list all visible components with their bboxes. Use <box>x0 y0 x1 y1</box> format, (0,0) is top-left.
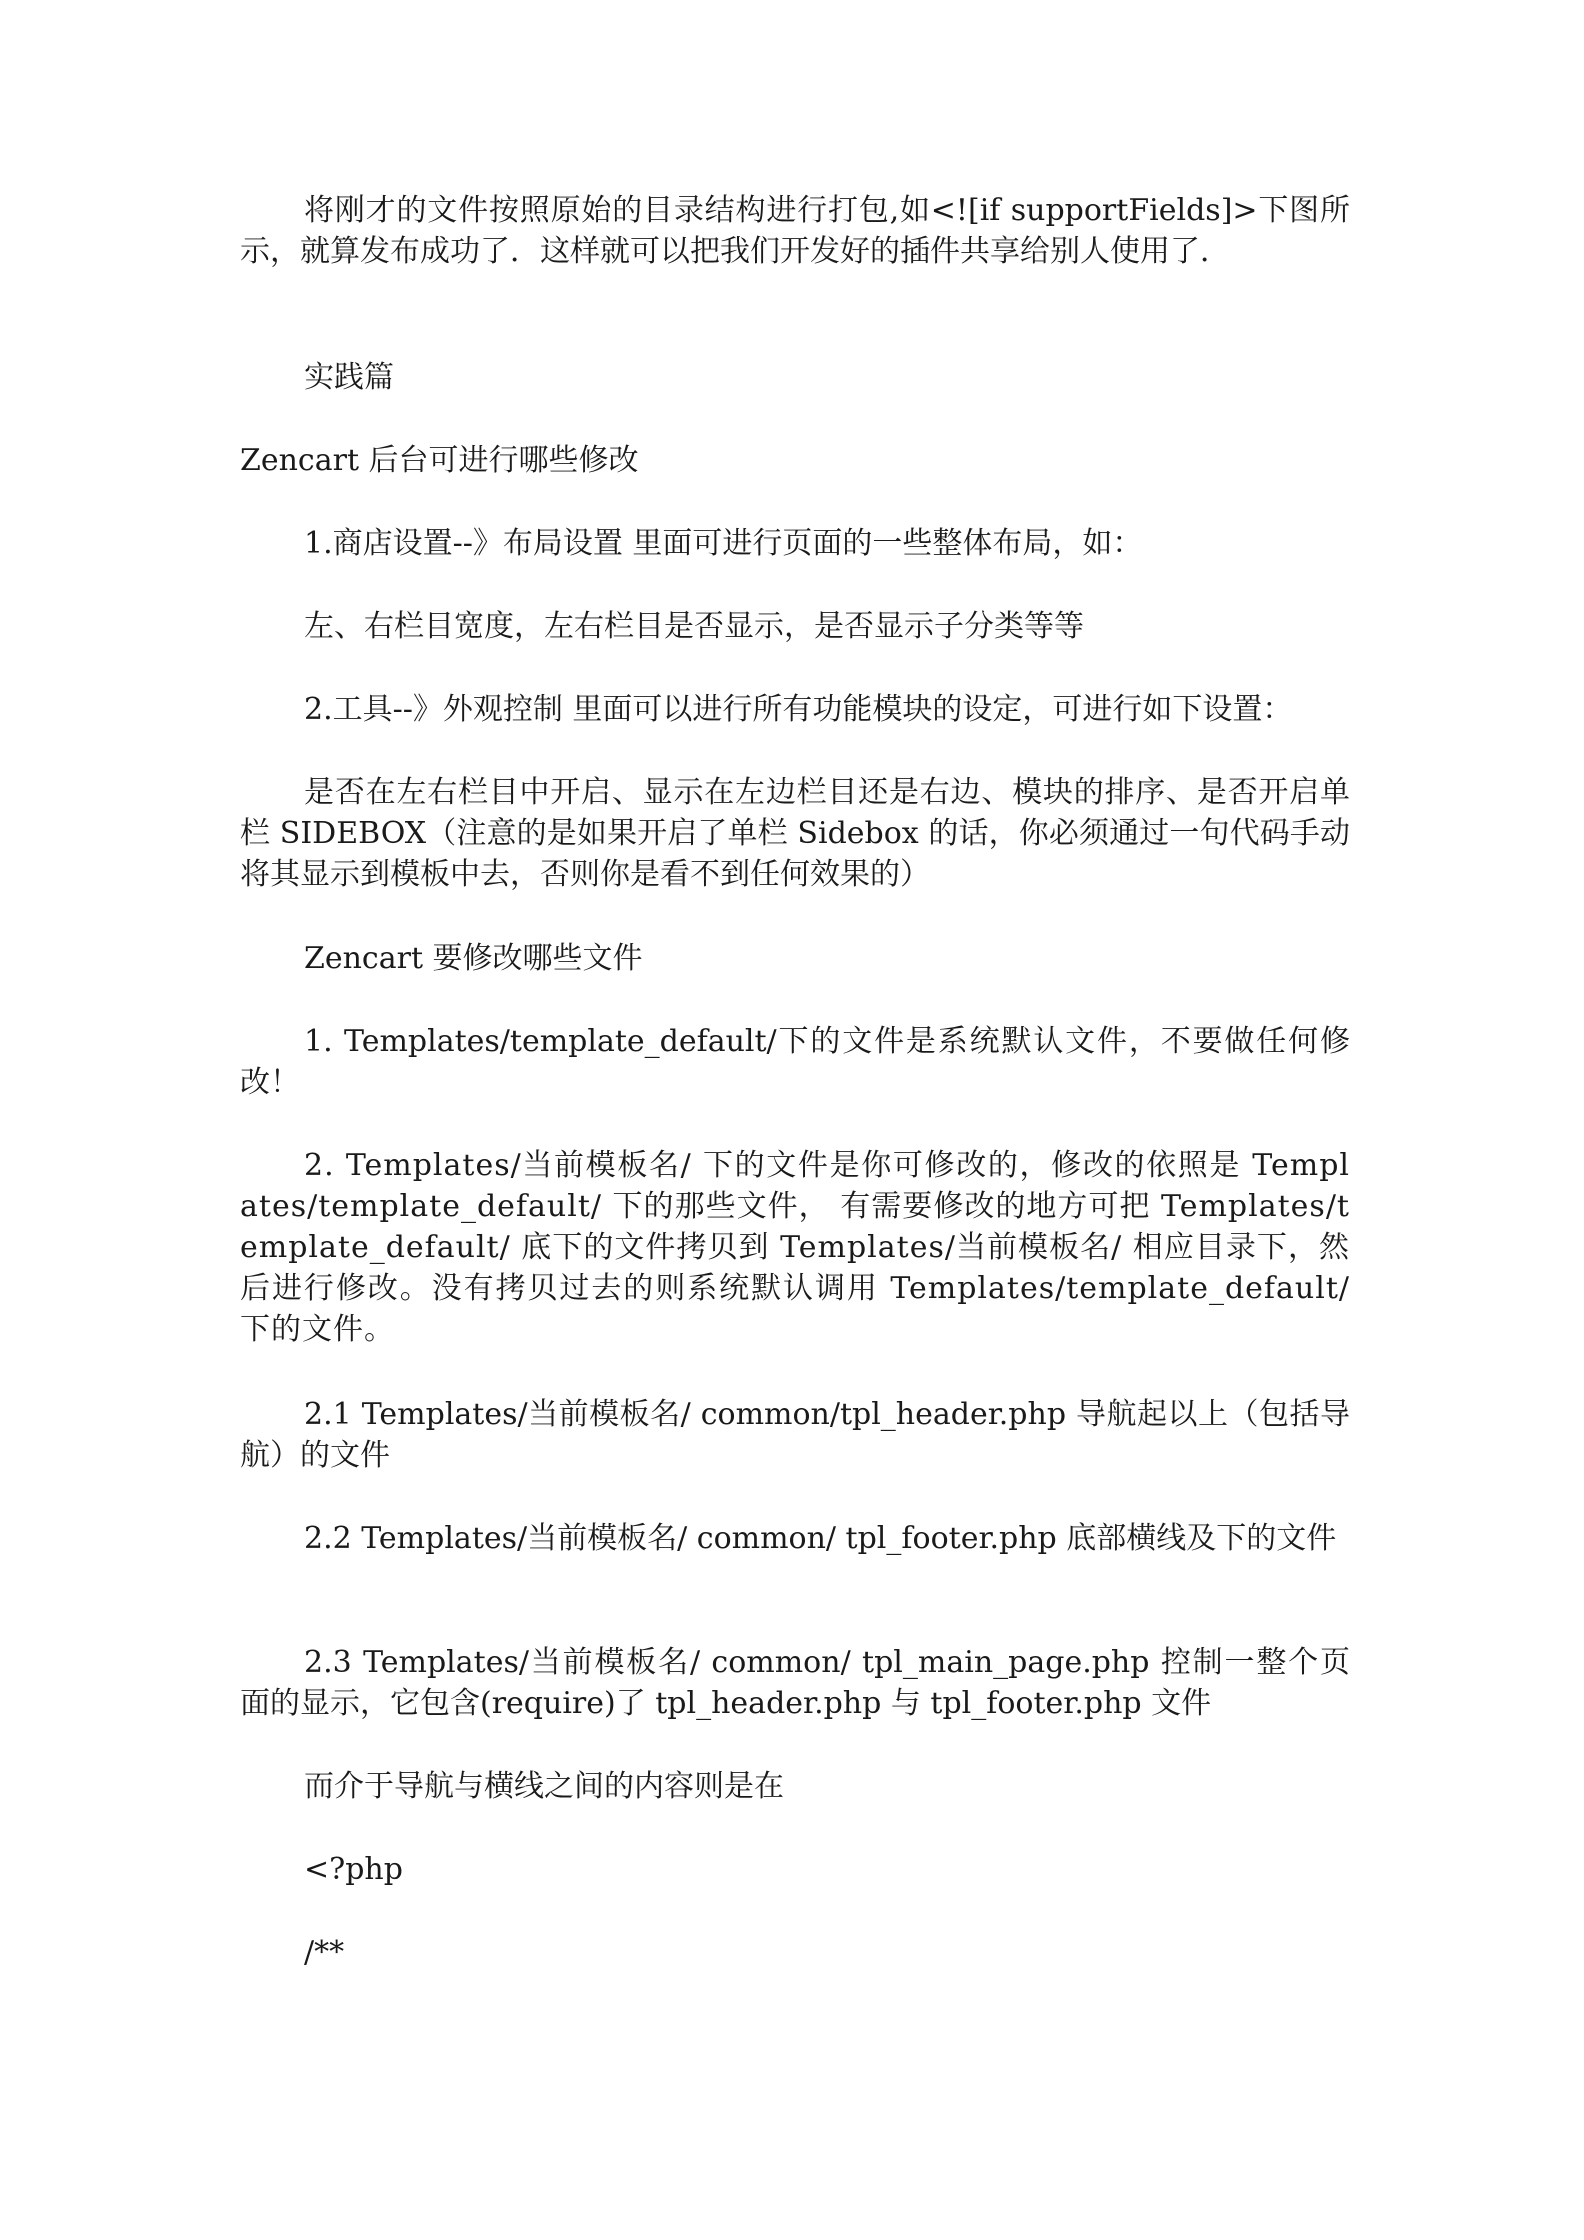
paragraph-tpl-footer: 2.2 Templates/当前模板名/ common/ tpl_footer.php 底部横线及下的文件 <box>304 1521 1337 1556</box>
paragraph-packaging: 将刚才的文件按照原始的目录结构进行打包,如<![if supportFields]>下图所示，就算发布成功了．这样就可以把我们开发好的插件共享给别人使用了． <box>240 193 1350 269</box>
heading-practice: 实践篇 <box>304 360 394 395</box>
paragraph-sidebox-options: 是否在左右栏目中开启、显示在左边栏目还是右边、模块的排序、是否开启单栏 SIDEBOX（注意的是如果开启了单栏 Sidebox 的话，你必须通过一句代码手动将其显示到模板中去，否则你是看不到任何效果的） <box>240 775 1350 892</box>
paragraph-column-width: 左、右栏目宽度，左右栏目是否显示，是否显示子分类等等 <box>304 609 1084 644</box>
paragraph-store-settings: 1.商店设置--》布局设置 里面可进行页面的一些整体布局，如： <box>304 526 1143 561</box>
paragraph-tpl-main-page: 2.3 Templates/当前模板名/ common/ tpl_main_page.php 控制一整个页面的显示，它包含(require)了 tpl_header.php 与 tpl_footer.php 文件 <box>240 1645 1350 1721</box>
heading-admin-modifications: Zencart 后台可进行哪些修改 <box>240 443 639 478</box>
heading-files-to-modify: Zencart 要修改哪些文件 <box>304 941 643 976</box>
code-php-open: <?php <box>304 1852 403 1887</box>
paragraph-default-template: 1. Templates/template_default/下的文件是系统默认文件，不要做任何修改！ <box>240 1024 1350 1100</box>
code-comment-open: /** <box>304 1935 345 1970</box>
paragraph-content-between: 而介于导航与横线之间的内容则是在 <box>304 1769 784 1804</box>
paragraph-tools-layout: 2.工具--》外观控制 里面可以进行所有功能模块的设定，可进行如下设置： <box>304 692 1293 727</box>
paragraph-current-template: 2. Templates/当前模板名/ 下的文件是你可修改的，修改的依照是 Templates/template_default/ 下的那些文件， 有需要修改的地方可把 Templates/template_default/ 底下的文件拷贝到 Templates/当前模板名/ 相应目录下，然后进行修改。没有拷贝过去的则系统默认调用 Templates/template_default/ 下的文件。 <box>240 1148 1350 1347</box>
paragraph-tpl-header: 2.1 Templates/当前模板名/ common/tpl_header.php 导航起以上（包括导航）的文件 <box>240 1397 1350 1473</box>
